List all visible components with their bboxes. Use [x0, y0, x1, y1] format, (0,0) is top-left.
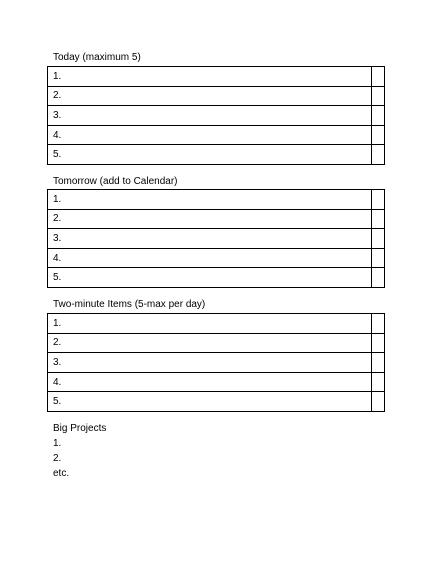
tomorrow-table [47, 189, 385, 288]
checkbox-cell[interactable] [372, 392, 385, 412]
row-label[interactable]: 4. [48, 372, 372, 392]
table-row [48, 125, 385, 145]
table-row [48, 248, 385, 268]
checkbox-cell[interactable] [372, 314, 385, 334]
checkbox-cell[interactable] [372, 106, 385, 126]
big-projects [53, 421, 106, 481]
table-row [48, 268, 385, 288]
checkbox-cell[interactable] [372, 248, 385, 268]
row-label[interactable]: 2. [48, 333, 372, 353]
two-minute-table [47, 313, 385, 412]
table-row [48, 229, 385, 249]
row-label[interactable]: 2. [48, 86, 372, 106]
table-row [48, 190, 385, 210]
table-row [48, 67, 385, 87]
row-label[interactable]: 5. [48, 145, 372, 165]
checkbox-cell[interactable] [372, 145, 385, 165]
list-item: etc. [53, 468, 70, 479]
row-label[interactable]: 3. [48, 106, 372, 126]
row-label[interactable]: 1. [48, 67, 372, 87]
row-label[interactable]: 4. [48, 125, 372, 145]
row-label[interactable]: 5. [48, 392, 372, 412]
today-table [47, 66, 385, 165]
section-heading-two-minute: Two-minute Items (5-max per day) [53, 299, 206, 310]
row-label[interactable]: 1. [48, 314, 372, 334]
row-label[interactable]: 2. [48, 209, 372, 229]
table-row [48, 314, 385, 334]
section-heading-today: Today (maximum 5) [53, 52, 141, 63]
checkbox-cell[interactable] [372, 372, 385, 392]
table-row [48, 372, 385, 392]
row-label[interactable]: 3. [48, 229, 372, 249]
checkbox-cell[interactable] [372, 86, 385, 106]
list-item: 1. [53, 438, 62, 449]
table-row [48, 106, 385, 126]
table-row [48, 86, 385, 106]
row-label[interactable]: 3. [48, 353, 372, 373]
checkbox-cell[interactable] [372, 353, 385, 373]
table-row [48, 333, 385, 353]
section-heading-tomorrow: Tomorrow (add to Calendar) [53, 176, 178, 187]
checkbox-cell[interactable] [372, 333, 385, 353]
big-projects-heading: Big Projects [53, 423, 107, 434]
table-row [48, 392, 385, 412]
table-row [48, 353, 385, 373]
table-row [48, 209, 385, 229]
checkbox-cell[interactable] [372, 209, 385, 229]
checkbox-cell[interactable] [372, 268, 385, 288]
list-item: 2. [53, 453, 62, 464]
checkbox-cell[interactable] [372, 125, 385, 145]
checkbox-cell[interactable] [372, 67, 385, 87]
row-label[interactable]: 1. [48, 190, 372, 210]
row-label[interactable]: 5. [48, 268, 372, 288]
table-row [48, 145, 385, 165]
row-label[interactable]: 4. [48, 248, 372, 268]
checkbox-cell[interactable] [372, 190, 385, 210]
checkbox-cell[interactable] [372, 229, 385, 249]
